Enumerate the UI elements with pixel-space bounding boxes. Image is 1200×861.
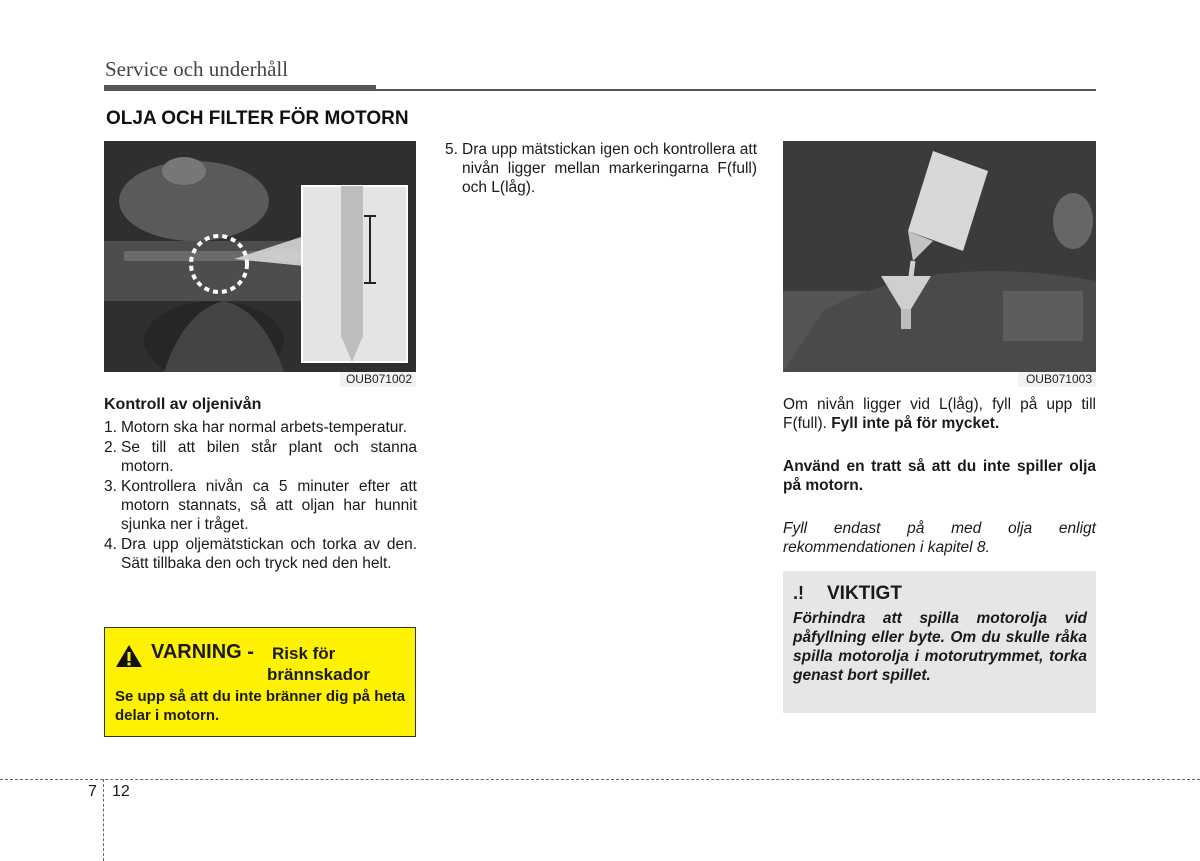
warning-subtitle: Risk för <box>272 644 336 663</box>
check-steps-continued <box>445 140 757 198</box>
check-steps-list <box>104 418 417 574</box>
subsection-heading: Kontroll av oljenivån <box>104 396 262 413</box>
figure-caption: OUB071003 <box>1018 372 1096 387</box>
list-item: 5. Dra upp mätstickan igen och kontrollera att nivån ligger mellan markeringarna F(full) och L(låg). <box>445 141 757 196</box>
fill-instruction: Om nivån ligger vid L(låg), fyll på upp till F(full). Fyll inte på för mycket. <box>783 396 1096 432</box>
list-item: 4. Dra upp oljemätstickan och torka av den. Sätt tillbaka den och tryck ned den helt. <box>104 536 417 572</box>
engine-dipstick-illustration <box>104 141 416 372</box>
header-rule-thin <box>376 89 1096 91</box>
running-header: Service och underhåll <box>105 57 289 81</box>
figure-caption: OUB071002 <box>340 372 416 387</box>
page-number: 12 <box>112 783 130 800</box>
figure-oil-fill-photo <box>783 141 1096 372</box>
list-item: 1. Motorn ska har normal arbets-temperatur. <box>104 419 408 436</box>
exclamation-icon: .! <box>793 583 804 603</box>
important-text: Förhindra att spilla motorolja vid påfyllning eller byte. Om du skulle råka spilla motorolja i motorutrymmet, torka genast bort spillet. <box>793 610 1087 684</box>
important-box <box>783 571 1096 713</box>
warning-subtitle-2: brännskador <box>267 665 370 684</box>
list-item: 3. Kontrollera nivån ca 5 minuter efter att motorn stannats, så att oljan har hunnit sjunka ner i tråget. <box>104 478 417 533</box>
warning-text: Se upp så att du inte bränner dig på heta delar i motorn. <box>115 688 406 724</box>
oil-recommendation-note: Fyll endast på med olja enligt rekommendationen i kapitel 8. <box>783 520 1096 556</box>
list-item: 2. Se till att bilen står plant och stanna motorn. <box>104 439 417 475</box>
oil-funnel-illustration <box>783 141 1096 372</box>
warning-title: VARNING - <box>151 641 254 663</box>
warning-triangle-icon <box>115 644 143 668</box>
important-title: VIKTIGT <box>827 583 902 604</box>
section-title: OLJA OCH FILTER FÖR MOTORN <box>106 108 409 129</box>
footer-divider <box>0 779 1200 780</box>
footer-vertical-divider <box>103 779 104 861</box>
header-rule-thick <box>104 85 376 91</box>
funnel-instruction: Använd en tratt så att du inte spiller olja på motorn. <box>783 458 1096 494</box>
warning-box <box>104 627 416 737</box>
chapter-number: 7 <box>88 783 97 800</box>
figure-dipstick-photo <box>104 141 416 372</box>
